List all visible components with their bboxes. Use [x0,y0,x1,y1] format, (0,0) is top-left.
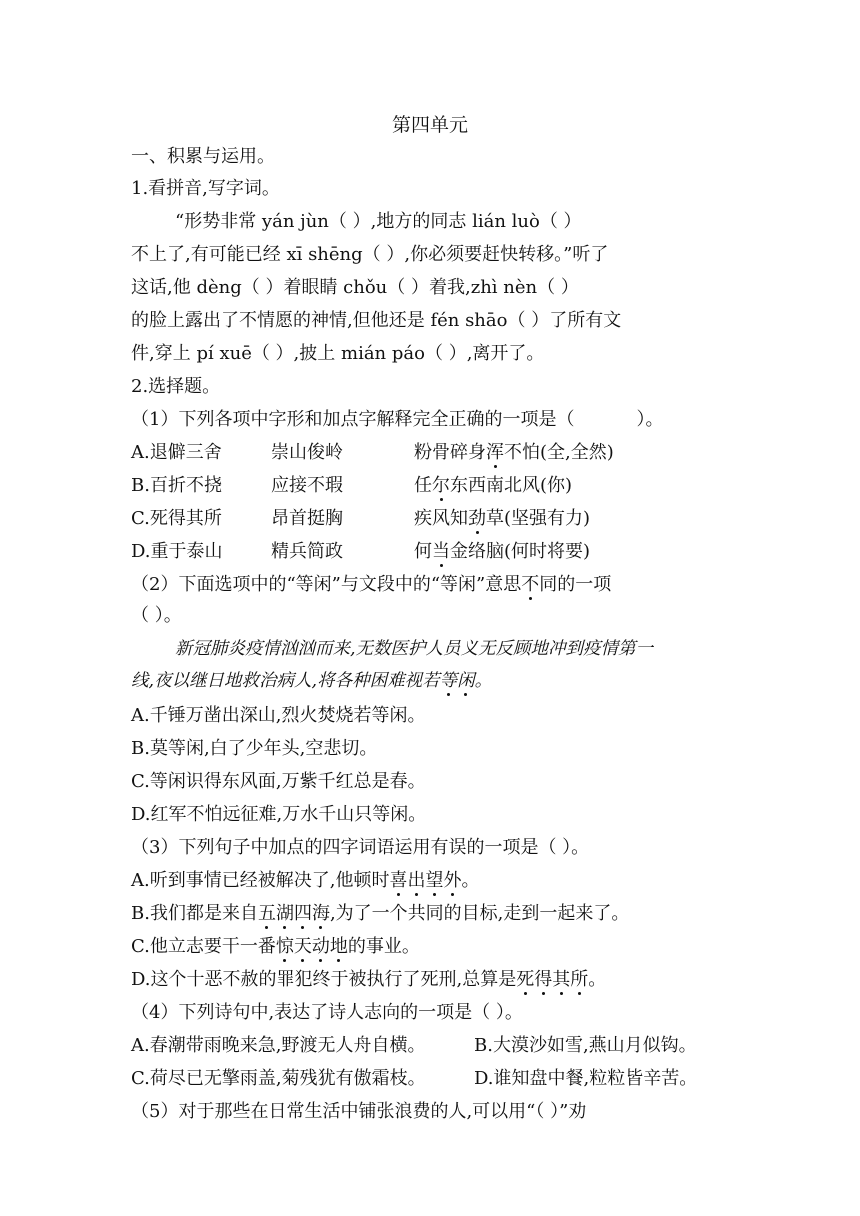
option-word: B.百折不挠 [131,475,222,496]
option-word: C.死得其所 [131,508,222,529]
option-d: D.谁知盘中餐,粒粒皆辛苦。 [474,1068,698,1089]
option-d [131,968,606,992]
option-word: 应接不瑕 [271,475,343,496]
option-b [131,474,572,498]
dotted-char: 惊 [275,936,294,957]
dotted-char: 当 [432,541,450,562]
option-b: B.莫等闲,白了少年头,空悲切。 [131,738,378,759]
option-word: 昂首挺胸 [271,508,343,529]
option-text: B.我们都是来自 [131,903,258,924]
dotted-word [276,936,348,957]
dotted-char: 望 [425,870,444,891]
dotted-char: 动 [311,936,330,957]
option-word: 疾风知 [414,508,468,529]
dotted-char: 地 [329,936,348,957]
stem-text: 同的一项 [539,574,612,595]
dotted-char: 尔 [432,475,450,496]
pinyin-line: “形势非常 yán jùn（ ）,地方的同志 lián luò（ ） [175,211,582,232]
passage-text: 。 [474,671,493,691]
dotted-word [258,903,330,924]
dotted-char: 其 [552,969,571,990]
option-word: D.重于泰山 [131,541,223,562]
dotted-char: 五 [257,903,276,924]
section-heading: 一、积累与运用。 [131,146,275,167]
pinyin-line: 不上了,有可能已经 xī shēng（ ）,你必须要赶快转移。”听了 [131,244,609,265]
option-b [131,902,629,926]
option-word: 任 [414,475,432,496]
option-word: 精兵简政 [271,541,343,562]
dotted-char: 海 [311,903,330,924]
dotted-char: 四 [293,903,312,924]
option-d: D.红军不怕远征难,万水千山只等闲。 [131,804,427,825]
pinyin-line: 的脸上露出了不情愿的神情,但他还是 fén shāo（ ）了所有文 [131,310,622,331]
question-2-heading: 2.选择题。 [131,376,221,397]
dotted-word [440,671,475,691]
sub-question-3-stem: （3）下列句子中加点的四字词语运用有误的一项是（ ）。 [131,837,590,858]
dotted-char: 湖 [275,903,294,924]
option-a [131,441,614,465]
dotted-char: 天 [293,936,312,957]
stem-text: （1）下列各项中字形和加点字解释完全正确的一项是（ [131,409,575,430]
pinyin-line: 这话,他 dèng（ ）着眼睛 chǒu（ ）着我,zhì nèn（ ） [131,277,579,298]
option-word: 草(坚强有力) [486,508,591,529]
dotted-char: 等 [439,671,458,691]
question-1-heading: 1.看拼音,写字词。 [131,178,280,199]
option-word: 何 [414,541,432,562]
passage-text: 线,夜以继日地救治病人,将各种困难视若 [131,671,440,691]
option-text: 。 [588,969,607,990]
option-text: 。 [461,870,480,891]
reading-passage [131,669,492,693]
dotted-char: 喜 [389,870,408,891]
option-word: 东西南北风(你) [450,475,573,496]
dotted-char: 浑 [486,442,504,463]
sub-question-1-stem [131,408,663,432]
option-c [131,935,420,959]
option-word: A.退僻三舍 [131,442,222,463]
pinyin-line: 件,穿上 pí xuē（ ）,披上 mián páo（ ）,离开了。 [131,343,545,364]
option-text: A.听到事情已经被解决了,他顿时 [131,870,390,891]
sub-question-2-stem [131,573,611,597]
sub-question-2-blank: （ ）。 [131,605,182,626]
option-word: 崇山俊岭 [271,442,343,463]
option-word: 不怕(全,全然) [504,442,614,463]
dotted-char: 得 [534,969,553,990]
option-word: 粉骨碎身 [414,442,486,463]
option-word: 金络脑(何时将要) [450,541,591,562]
option-c: C.荷尽已无擎雨盖,菊残犹有傲霜枝。 [131,1068,426,1089]
dotted-word [516,969,588,990]
option-text: ,为了一个共同的目标,走到一起来了。 [329,903,630,924]
dotted-char: 外 [443,870,462,891]
stem-text: ）。 [636,409,664,430]
dotted-char: 劲 [468,508,486,529]
option-b: B.大漠沙如雪,燕山月似钩。 [474,1035,697,1056]
dotted-char: 死 [516,969,535,990]
dotted-char: 所 [570,969,589,990]
dotted-char: 闲 [457,671,475,691]
option-text: 的事业。 [347,936,420,957]
option-a [131,869,479,893]
option-a: A.千锤万凿出深山,烈火焚烧若等闲。 [131,705,426,726]
dotted-char: 不 [521,574,540,595]
dotted-char: 出 [407,870,426,891]
option-text: C.他立志要干一番 [131,936,276,957]
page-title: 第四单元 [391,114,468,136]
sub-question-4-stem: （4）下列诗句中,表达了诗人志向的一项是（ ）。 [131,1002,523,1023]
option-text: D.这个十恶不赦的罪犯终于被执行了死刑,总算是 [131,969,517,990]
reading-passage: 新冠肺炎疫情汹汹而来,无数医护人员义无反顾地冲到疫情第一 [175,639,654,659]
option-c [131,507,590,531]
option-c: C.等闲识得东风面,万紫千红总是春。 [131,771,426,792]
sub-question-5-stem: （5）对于那些在日常生活中铺张浪费的人,可以用“（ ）”劝 [131,1101,587,1122]
option-d [131,540,590,564]
stem-text: （2）下面选项中的“等闲”与文段中的“等闲”意思 [131,574,522,595]
dotted-word [389,870,461,891]
option-a: A.春潮带雨晚来急,野渡无人舟自横。 [131,1035,426,1056]
